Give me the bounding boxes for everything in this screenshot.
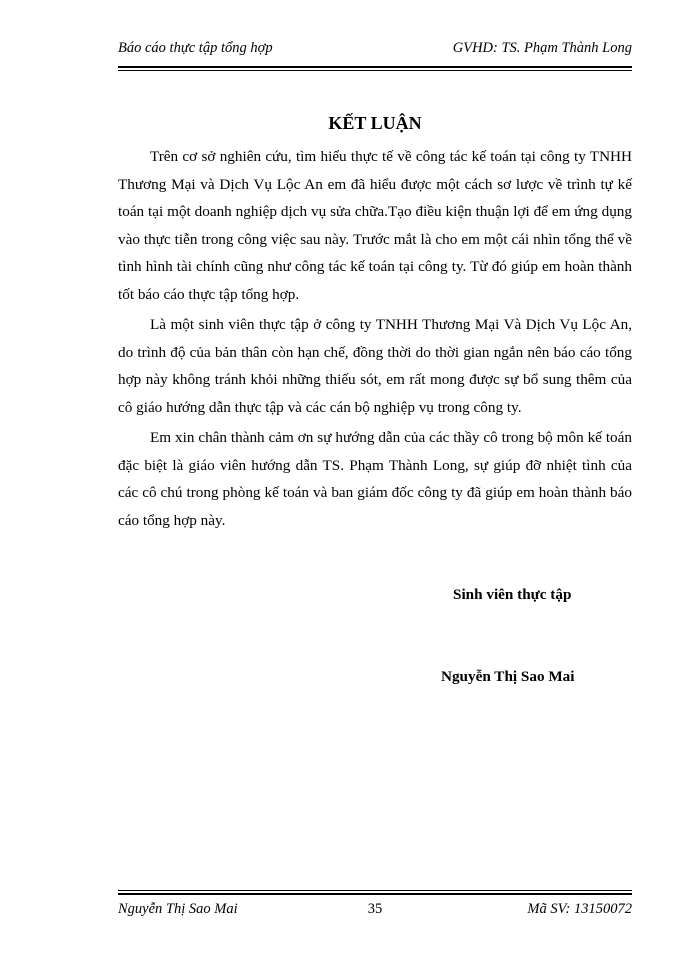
footer-student-id: Mã SV: 13150072 xyxy=(527,901,632,917)
header-advisor: GVHD: TS. Phạm Thành Long xyxy=(452,40,632,56)
header-rule-thin xyxy=(118,70,632,71)
paragraph-3: Em xin chân thành cảm ơn sự hướng dẫn của các thầy cô trong bộ môn kế toán đặc biệt là giáo viên hướng dẫn TS. Phạm Thành Long, sự giúp đỡ nhiệt tình của các cô chú trong phòng kế toán và ban giám đốc công ty đã giúp em hoàn thành báo cáo tổng hợp này. xyxy=(118,429,632,529)
page-footer xyxy=(118,901,632,921)
footer-page-number: 35 xyxy=(367,901,383,917)
signature-role: Sinh viên thực tập xyxy=(453,586,572,603)
section-title: KẾT LUẬN xyxy=(328,113,422,133)
header-rule-thick xyxy=(118,66,632,68)
page-header xyxy=(118,40,632,60)
paragraph-2: Là một sinh viên thực tập ở công ty TNHH Thương Mại Và Dịch Vụ Lộc An, do trình độ của bản thân còn hạn chế, đồng thời do thời gian ngắn nên báo cáo tổng hợp này không tránh khỏi những thiếu sót, em rất mong được sự bổ sung thêm của cô giáo hướng dẫn thực tập và các cán bộ nghiệp vụ trong công ty. xyxy=(118,316,632,416)
paragraph-1: Trên cơ sở nghiên cứu, tìm hiểu thực tế về công tác kế toán tại công ty TNHH Thương Mại và Dịch Vụ Lộc An em đã hiểu được một cách sơ lược về trình tự kế toán tại một doanh nghiệp dịch vụ sửa chữa.Tạo điều kiện thuận lợi để em ứng dụng vào thực tiễn trong công việc sau này. Trước mắt là cho em một cái nhìn tổng thể về tình hình tài chính cũng như công tác kế toán tại công ty. Từ đó giúp em hoàn thành tốt báo cáo thực tập tổng hợp. xyxy=(118,148,632,303)
footer-rule-thick xyxy=(118,893,632,895)
footer-author: Nguyễn Thị Sao Mai xyxy=(118,901,238,917)
header-report-title: Báo cáo thực tập tổng hợp xyxy=(118,40,273,56)
body-text xyxy=(118,143,632,537)
signature-name: Nguyễn Thị Sao Mai xyxy=(441,668,575,685)
footer-rule-thin xyxy=(118,890,632,891)
